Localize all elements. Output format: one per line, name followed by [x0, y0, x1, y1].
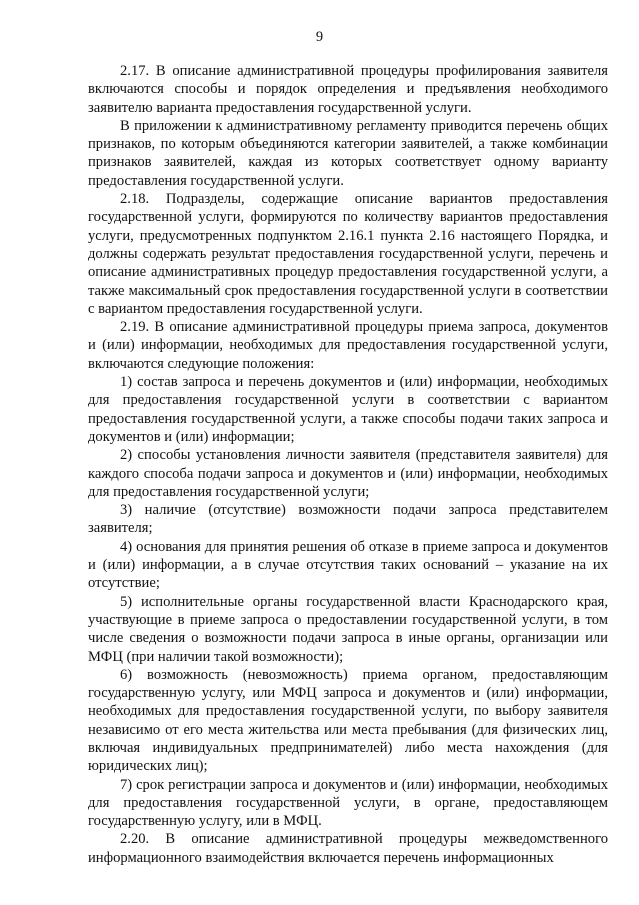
paragraph-2-19: 2.19. В описание административной процедуры приема запроса, документов и (или) информации, необходимых для предоставления государственной услуги, включаются следующие положения: — [88, 319, 608, 372]
document-body — [88, 62, 608, 867]
list-item-2: 2) способы установления личности заявителя (представителя заявителя) для каждого способа подачи запроса и документов и (или) информации, необходимых для предоставления государственной услуги; — [88, 447, 608, 500]
paragraph-appendix-note: В приложении к административному регламенту приводится перечень общих признаков, по которым объединяются категории заявителей, а также комбинации признаков заявителей, каждая из которых соответствует одному варианту предоставления государственной услуги. — [88, 117, 608, 189]
paragraph-2-20: 2.20. В описание административной процедуры межведомственного информационного взаимодействия включается перечень информационных — [88, 831, 608, 866]
list-item-6: 6) возможность (невозможность) приема органом, предоставляющим государственную услугу, или МФЦ запроса и документов и (или) информации, необходимых для предоставления государственной услуги, по выбору заявителя независимо от его места жительства или места пребывания (для физических лиц, включая индивидуальных предпринимателей) либо места нахождения (для юридических лиц); — [88, 666, 608, 775]
list-item-1: 1) состав запроса и перечень документов и (или) информации, необходимых для предоставления государственной услуги в соответствии с вариантом предоставления государственной услуги, а также способы подачи таких запроса и документов и (или) информации; — [88, 374, 608, 445]
paragraph-2-18: 2.18. Подразделы, содержащие описание вариантов предоставления государственной услуги, формируются по количеству вариантов предоставления услуги, предусмотренных подпунктом 2.16.1 пункта 2.16 настоящего Порядка, и должны содержать результат предоставления государственной услуги, перечень и описание административных процедур предоставления государственной услуги, а также максимальный срок предоставления государственной услуги в соответствии с вариантом предоставления государственной услуги. — [88, 191, 608, 317]
list-item-3: 3) наличие (отсутствие) возможности подачи запроса представителем заявителя; — [88, 502, 608, 537]
list-item-4: 4) основания для принятия решения об отказе в приеме запроса и документов и (или) информации, а в случае отсутствия таких оснований – указание на их отсутствие; — [88, 538, 608, 592]
list-item-7: 7) срок регистрации запроса и документов и (или) информации, необходимых для предоставления государственной услуги, в органе, предоставляющем государственную услугу, или в МФЦ. — [88, 776, 608, 830]
list-item-5: 5) исполнительные органы государственной власти Краснодарского края, участвующие в приеме запроса о предоставлении государственной услуги, в том числе сведения о возможности подачи запроса в иные органы, организации или МФЦ (при наличии такой возможности); — [88, 593, 608, 665]
page-number: 9 — [315, 29, 324, 45]
paragraph-2-17: 2.17. В описание административной процедуры профилирования заявителя включаются способы и порядок определения и предъявления необходимого заявителю варианта предоставления государственной услуги. — [88, 63, 608, 116]
